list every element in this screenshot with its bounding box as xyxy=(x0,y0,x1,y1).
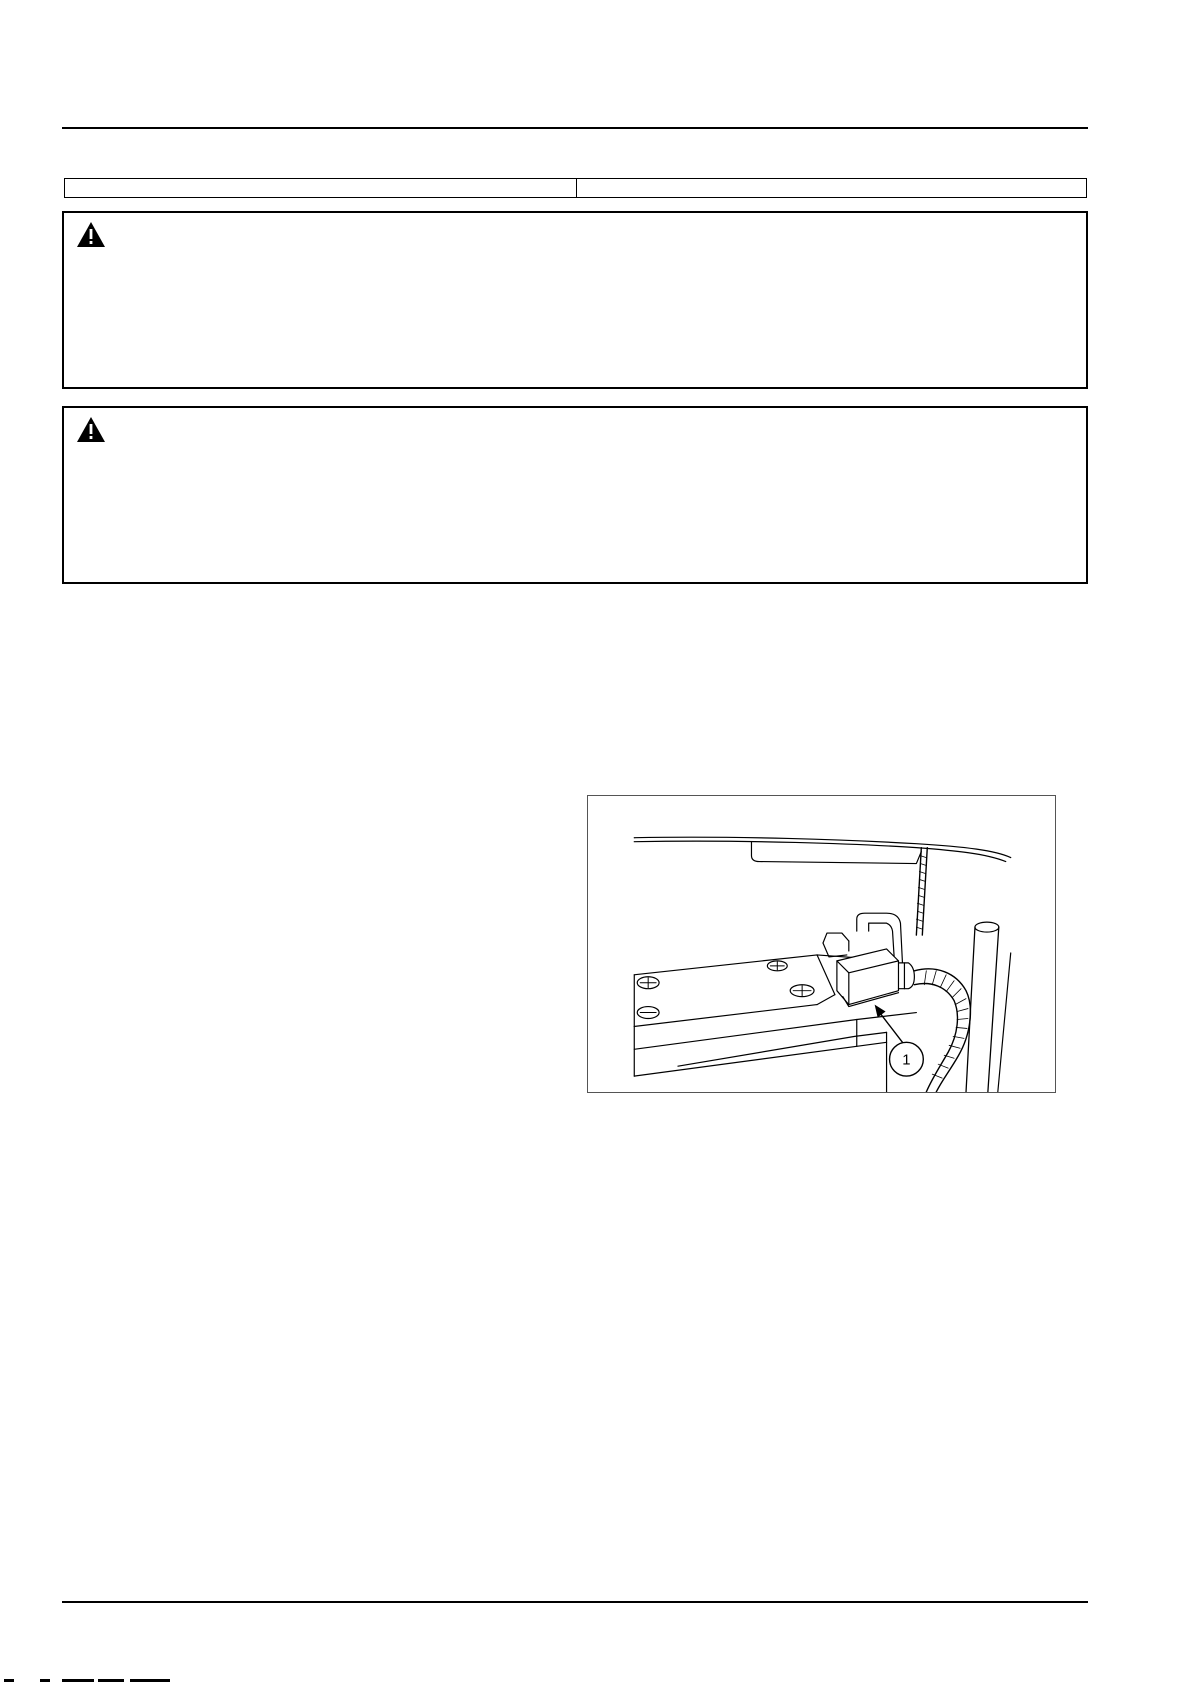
warning-box xyxy=(62,406,1088,584)
bottom-rule xyxy=(62,1601,1088,1603)
line-drawing xyxy=(588,796,1055,1092)
header-cell-right xyxy=(577,179,1086,197)
top-rule xyxy=(62,127,1088,129)
warning-box xyxy=(62,211,1088,389)
warning-triangle-icon xyxy=(76,221,106,248)
footer-text-fragment xyxy=(0,1675,180,1685)
callout-label: 1 xyxy=(902,1052,911,1069)
header-cell-left xyxy=(65,179,577,197)
header-table xyxy=(64,178,1087,198)
warning-triangle-icon xyxy=(76,416,106,443)
connector-illustration xyxy=(587,795,1056,1093)
